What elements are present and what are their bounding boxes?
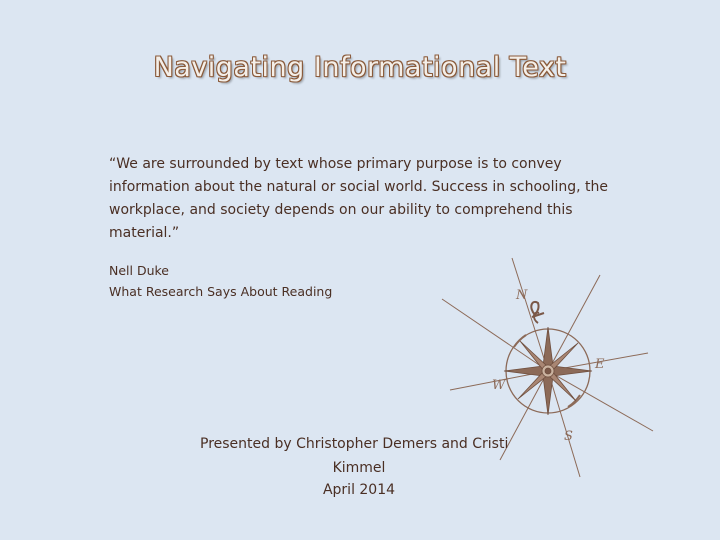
attribution xyxy=(109,260,409,302)
slide-title: Navigating Informational Text xyxy=(153,52,567,83)
presentation-date: April 2014 xyxy=(322,482,396,498)
compass-west-label: W xyxy=(492,378,506,393)
presenter-info xyxy=(200,457,518,501)
compass-north-label: N xyxy=(516,288,528,303)
compass-south-label: S xyxy=(564,429,573,444)
quote-text: “We are surrounded by text whose primary purpose is to convey information about the natural or social world. Success in schooling, the workplace, and society depends on our ability to comprehend this material.” xyxy=(109,156,609,241)
quote-source: What Research Says About Reading xyxy=(109,284,333,299)
compass-east-label: E xyxy=(595,357,605,372)
presenter-line: Presented by Christopher Demers and Cristi xyxy=(200,436,509,452)
quote-author: Nell Duke xyxy=(109,263,169,278)
presenter-name-continued: Kimmel xyxy=(332,460,386,476)
